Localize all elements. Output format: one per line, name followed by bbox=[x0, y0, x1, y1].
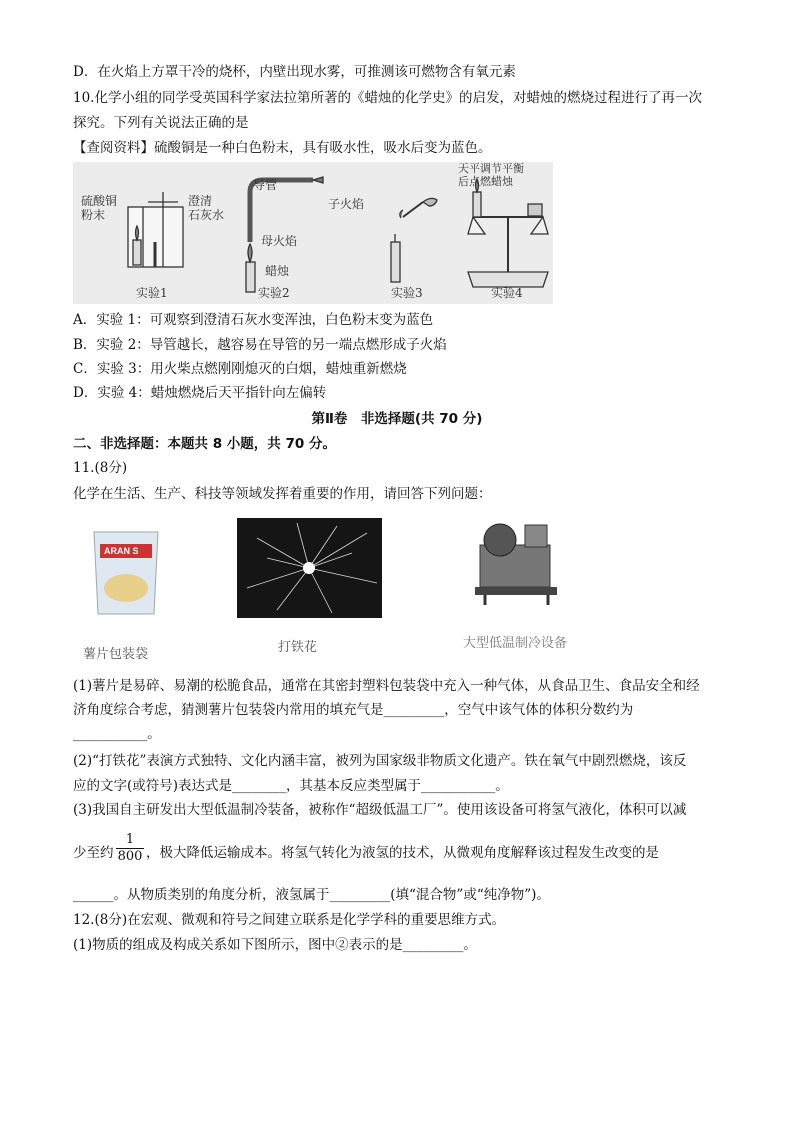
q11-p2-line1: (2)“打铁花”表演方式独特、文化内涵丰富，被列为国家级非物质文化遗产。铁在氧气中剧烈燃烧，该反 bbox=[73, 753, 687, 769]
exp2-label-child-flame: 子火焰 bbox=[328, 197, 365, 211]
exp2-label-mother-flame: 母火焰 bbox=[261, 234, 298, 248]
exp2-label-tube: 导管 bbox=[253, 178, 278, 192]
q12-line2: (1)物质的组成及构成关系如下图所示，图中②表示的是_________。 bbox=[73, 937, 477, 953]
exp1-label-copper-sulfate: 硫酸铜 粉末 bbox=[81, 194, 118, 222]
candle-1 bbox=[133, 240, 141, 265]
chips-bag-image bbox=[86, 528, 166, 618]
q11-p1-line1: (1)薯片是易碎、易潮的松脆食品，通常在其密封塑料包装袋中充入一种气体，从食品卫生、食品安全和经 bbox=[73, 678, 700, 694]
q10-option-c: C．实验 3：用火柴点燃刚刚熄灭的白烟，蜡烛重新燃烧 bbox=[73, 361, 407, 377]
q11-p1-line2: 济角度综合考虑，猜测薯片包装袋内常用的填充气是_________，空气中该气体的体积分数约为 bbox=[73, 702, 634, 718]
exp1-label-limewater: 澄清 石灰水 bbox=[188, 194, 225, 222]
q10-option-d: D．实验 4：蜡烛燃烧后天平指针向左偏转 bbox=[73, 385, 327, 401]
exp1-caption: 实验1 bbox=[136, 286, 168, 300]
exp4-label-balance: 天平调节平衡 后点燃蜡烛 bbox=[458, 162, 524, 188]
iron-sparks-caption: 打铁花 bbox=[278, 640, 318, 655]
q11-p2-line2: 应的文字(或符号)表达式是________，其基本反应类型属于___________。 bbox=[73, 778, 509, 794]
candle-4 bbox=[473, 192, 481, 217]
q11-p3-line2-pre: 少至约 bbox=[73, 845, 114, 861]
q11-p3-line2-post: ，极大降低运输成本。将氢气转化为液氢的技术，从微观角度解释该过程发生改变的是 bbox=[146, 845, 659, 861]
q10-stem-line1: 10.化学小组的同学受英国科学家法拉第所著的《蜡烛的化学史》的启发，对蜡烛的燃烧过程进行了再一次 bbox=[73, 90, 702, 106]
chips-bag-caption: 薯片包装袋 bbox=[83, 647, 149, 662]
q10-option-a: A．实验 1：可观察到澄清石灰水变浑浊，白色粉末变为蓝色 bbox=[73, 312, 434, 328]
exp4-caption: 实验4 bbox=[491, 286, 523, 300]
chips-brand-logo: ARAN S bbox=[104, 546, 139, 556]
exp2-caption: 实验2 bbox=[258, 286, 290, 300]
fraction-one-800 bbox=[116, 832, 144, 865]
q12-line1: 12.(8分)在宏观、微观和符号之间建立联系是化学学科的重要思维方式。 bbox=[73, 912, 506, 928]
fraction-denominator: 800 bbox=[117, 849, 143, 864]
q9-option-d: D．在火焰上方罩干冷的烧杯，内壁出现水雾，可推测该可燃物含有氧元素 bbox=[73, 64, 516, 80]
q11-p1-line3: ___________。 bbox=[73, 726, 161, 742]
cooling-equipment-image bbox=[470, 515, 565, 607]
exp3-caption: 实验3 bbox=[391, 286, 423, 300]
q10-experiment-figure bbox=[73, 162, 553, 304]
section-title: 第Ⅱ卷 非选择题(共 70 分) bbox=[311, 411, 483, 427]
iron-sparks-image bbox=[237, 518, 382, 618]
q10-info: 【查阅资料】硫酸铜是一种白色粉末，具有吸水性，吸水后变为蓝色。 bbox=[73, 140, 492, 156]
candle-3 bbox=[391, 242, 400, 282]
section-heading: 二、非选择题：本题共 8 小题，共 70 分。 bbox=[73, 436, 336, 452]
q10-stem-line2: 探究。下列有关说法正确的是 bbox=[73, 115, 249, 131]
candle-2 bbox=[246, 262, 255, 292]
q11-intro: 化学在生活、生产、科技等领域发挥着重要的作用，请回答下列问题： bbox=[73, 486, 492, 502]
cooling-equipment-caption: 大型低温制冷设备 bbox=[463, 636, 568, 651]
q10-option-b: B．实验 2：导管越长，越容易在导管的另一端点燃形成子火焰 bbox=[73, 337, 447, 353]
q11-p3-line1: (3)我国自主研发出大型低温制冷装备，被称作“超级低温工厂”。使用该设备可将氢气液化，体积可以减 bbox=[73, 802, 687, 818]
fraction-numerator: 1 bbox=[116, 832, 144, 849]
q11-p3-line3: ______。从物质类别的角度分析，液氢属于_________(填“混合物”或“纯净物”)。 bbox=[73, 887, 550, 903]
q11-number: 11.(8分) bbox=[73, 460, 128, 476]
exp2-label-candle: 蜡烛 bbox=[265, 264, 290, 278]
